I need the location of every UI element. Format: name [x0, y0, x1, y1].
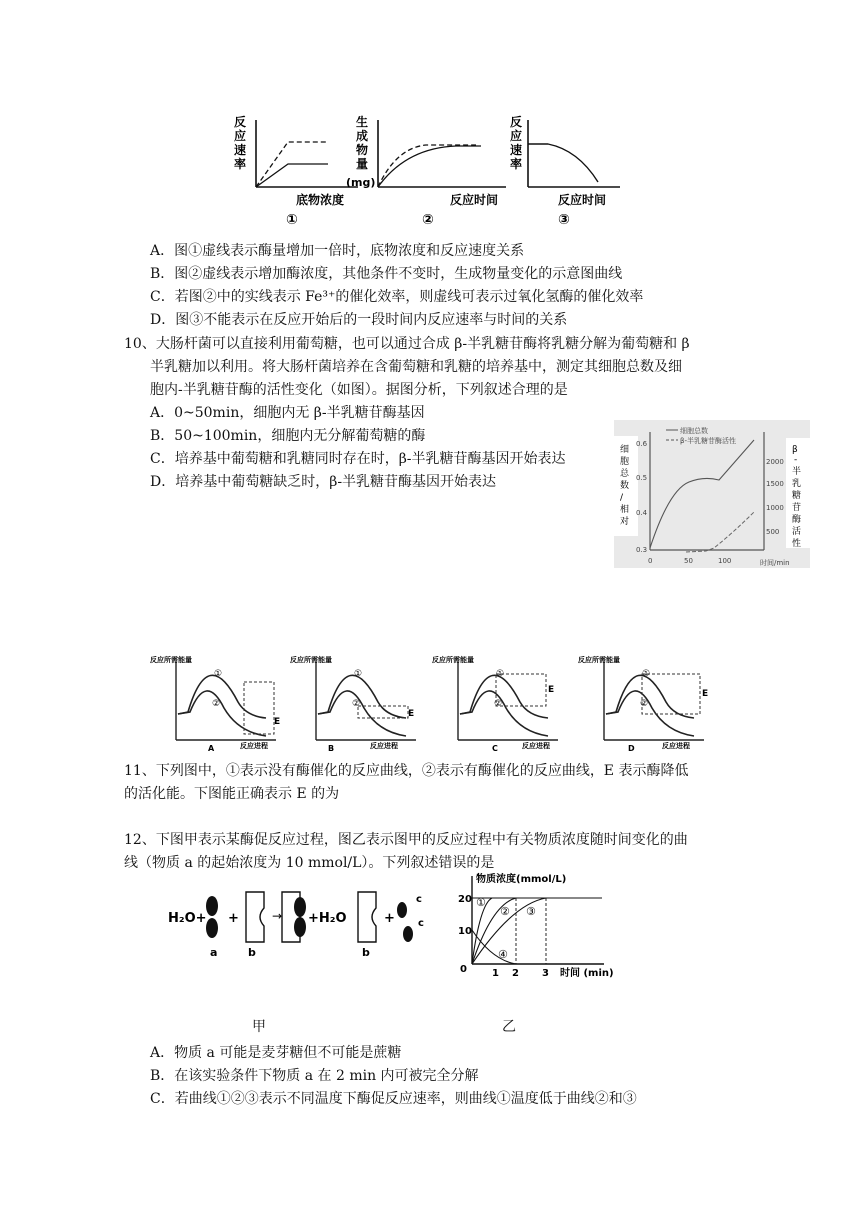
q11-panel-a-ylabel: 反应所需能量	[150, 656, 192, 664]
q11-panel-d-curve2: ②	[640, 699, 649, 709]
substrate-a-top	[206, 896, 218, 916]
q10-x-label: 时间/min	[760, 559, 790, 567]
q11-panel-d-curve1: ①	[642, 669, 651, 679]
fig3-ylabel-2: 应	[510, 129, 523, 143]
q12-plus-2: +	[384, 911, 395, 926]
q12-option-a: A．物质 a 可能是麦芽糖但不可能是蔗糖	[150, 1045, 402, 1061]
q11-panel-d-e: E	[702, 689, 709, 699]
fig3-ylabel-3: 速	[510, 143, 523, 157]
q12-caption-yi: 乙	[502, 1019, 516, 1035]
q12-y-tick-10: 10	[458, 926, 472, 937]
q11-panel-b-ylabel: 反应所需能量	[290, 656, 332, 664]
q12-label-b-2: b	[362, 946, 370, 959]
q10-right-tick-500: 500	[766, 528, 780, 536]
q10-right-label-4: 乳	[792, 479, 802, 489]
arrow-icon: →	[272, 909, 283, 923]
q11-panel-a-letter: A	[208, 744, 215, 753]
q11-panel-a-curve1: ①	[214, 669, 223, 679]
q12-stem-line2: 线（物质 a 的起始浓度为 10 mmol/L）。下列叙述错误的是	[124, 855, 495, 871]
fig3-ylabel-4: 率	[510, 157, 523, 171]
q12-label-a: a	[210, 946, 218, 959]
fig1-number: ①	[286, 212, 298, 228]
substrate-a-bottom	[206, 918, 218, 938]
q10-x-tick-100: 100	[718, 557, 732, 565]
q10-right-label-2: -	[794, 455, 798, 465]
q11-panel-b	[290, 655, 416, 753]
q10-right-label-7: 酶	[792, 515, 802, 525]
q12-x-tick-2: 2	[512, 968, 519, 979]
q10-x-tick-50: 50	[684, 557, 693, 565]
q12-chart-ylabel: 物质浓度(mmol/L)	[476, 874, 567, 885]
q11-panel-b-curve2: ②	[352, 699, 361, 709]
fig2-xlabel: 反应时间	[450, 193, 499, 207]
q10-option-a: A．0~50min，细胞内无 β-半乳糖苷酶基因	[150, 405, 425, 421]
q11-panel-d-xlabel: 反应进程	[662, 742, 690, 750]
q12-chart-xlabel: 时间 (min)	[560, 968, 614, 979]
q12-curve-label-4: ④	[498, 948, 508, 961]
q10-right-label-5: 糖	[792, 491, 802, 501]
fig2-ylabel-4: 量	[356, 157, 369, 171]
q10-left-label-7: 对	[620, 517, 630, 527]
q9-figure-3	[508, 112, 628, 230]
fig2-ylabel-3: 物	[356, 143, 369, 157]
q12-y-tick-20: 20	[458, 894, 472, 905]
q12-h2o-right: +H₂O	[308, 911, 347, 926]
q11-panel-c-curve1: ①	[496, 669, 505, 679]
q10-right-label-1: β	[792, 445, 798, 455]
q10-right-tick-1500: 1500	[766, 480, 784, 488]
q11-panel-b-e: E	[408, 709, 415, 719]
product-c-2	[403, 926, 413, 942]
enzyme-b-2	[358, 892, 376, 942]
q11-panel-a-curve2: ②	[212, 699, 221, 709]
q10-right-tick-1000: 1000	[766, 504, 784, 512]
q11-stem-line2: 的活化能。下图能正确表示 E 的为	[124, 786, 340, 802]
q12-chart-yi	[452, 868, 620, 980]
q10-left-label-1: 细	[620, 445, 630, 455]
q11-panel-a	[150, 655, 280, 753]
q12-x-tick-3: 3	[542, 968, 549, 979]
q12-y-tick-0: 0	[460, 964, 467, 975]
q11-panel-c-xlabel: 反应进程	[522, 742, 550, 750]
q10-right-tick-2000: 2000	[766, 458, 784, 466]
q11-panel-a-xlabel: 反应进程	[240, 742, 268, 750]
fig1-ylabel-1: 反	[234, 115, 247, 129]
q10-stem-line2: 半乳糖加以利用。将大肠杆菌培养在含葡萄糖和乳糖的培养基中，测定其细胞总数及细	[150, 359, 682, 375]
q11-panel-a-e: E	[274, 717, 281, 727]
q12-curve-label-2: ②	[500, 905, 510, 918]
q10-left-tick-0-4: 0.4	[636, 509, 648, 517]
q10-right-label-3: 半	[792, 467, 802, 477]
q12-diagram-jia	[166, 880, 436, 960]
q11-panel-d	[578, 655, 708, 753]
q12-h2o-left: H₂O+	[168, 911, 207, 926]
q11-panel-c	[432, 655, 558, 753]
q10-legend-cell-total: 细胞总数	[680, 427, 708, 435]
fig2-ylabel-2: 成	[356, 129, 369, 143]
q10-left-label-5: /	[620, 493, 624, 503]
q9-option-c: C．若图②中的实线表示 Fe³⁺的催化效率，则虚线可表示过氧化氢酶的催化效率	[150, 289, 644, 305]
q11-panel-d-ylabel: 反应所需能量	[578, 656, 620, 664]
q9-option-a: A．图①虚线表示酶量增加一倍时，底物浓度和反应速度关系	[150, 243, 525, 259]
q12-curve-label-1: ①	[476, 896, 486, 909]
q12-stem-line1: 12、下图甲表示某酶促反应过程，图乙表示图甲的反应过程中有关物质浓度随时间变化的曲	[124, 832, 688, 848]
product-c-1	[397, 902, 407, 918]
q11-panel-b-curve1: ①	[354, 669, 363, 679]
q10-left-tick-0-6: 0.6	[636, 440, 648, 448]
q11-panel-d-letter: D	[628, 744, 635, 753]
q10-option-b: B．50~100min，细胞内无分解葡萄糖的酶	[150, 428, 426, 444]
q10-left-label-6: 相	[620, 505, 630, 515]
q10-option-d: D．培养基中葡萄糖缺乏时，β-半乳糖苷酶基因开始表达	[150, 474, 497, 490]
fig1-xlabel: 底物浓度	[296, 193, 345, 207]
q10-left-label-3: 总	[620, 469, 630, 479]
q12-caption-jia: 甲	[252, 1019, 266, 1035]
q11-panel-c-e: E	[548, 685, 555, 695]
q9-figure-2	[346, 112, 516, 230]
q11-panels	[148, 652, 718, 754]
fig1-ylabel-3: 速	[234, 143, 247, 157]
fig1-ylabel-2: 应	[234, 129, 247, 143]
q10-right-label-8: 活	[792, 527, 802, 537]
q12-label-c-bottom: c	[418, 918, 424, 929]
fig3-xlabel: 反应时间	[558, 193, 607, 207]
q10-left-tick-0-3: 0.3	[636, 546, 648, 554]
q12-plus-1: +	[228, 911, 239, 926]
fig2-unit: (mg)	[346, 176, 376, 189]
enzyme-b-1	[246, 892, 264, 942]
q12-x-tick-1: 1	[492, 968, 499, 979]
q12-option-b: B．在该实验条件下物质 a 在 2 min 内可被完全分解	[150, 1068, 479, 1084]
q10-legend-enzyme-activity: β-半乳糖苷酶活性	[680, 437, 736, 445]
q11-panel-b-letter: B	[328, 744, 335, 753]
q12-option-c: C．若曲线①②③表示不同温度下酶促反应速率，则曲线①温度低于曲线②和③	[150, 1091, 637, 1107]
fig2-ylabel-1: 生	[356, 115, 369, 129]
fig3-ylabel-1: 反	[510, 115, 523, 129]
q10-left-tick-0-5: 0.5	[636, 474, 648, 482]
q11-stem-line1: 11、下列图中，①表示没有酶催化的反应曲线，②表示有酶催化的反应曲线，E 表示酶降低	[124, 763, 689, 779]
q10-stem-line1: 10、大肠杆菌可以直接利用葡萄糖，也可以通过合成 β-半乳糖苷酶将乳糖分解为葡萄糖和 β	[124, 336, 690, 352]
q10-option-c: C．培养基中葡萄糖和乳糖同时存在时，β-半乳糖苷酶基因开始表达	[150, 451, 566, 467]
q12-label-b-1: b	[248, 946, 256, 959]
q11-panel-c-curve2: ②	[494, 699, 503, 709]
fig2-number: ②	[422, 212, 434, 228]
q11-panel-c-letter: C	[492, 744, 498, 753]
q11-panel-c-ylabel: 反应所需能量	[432, 656, 474, 664]
q10-left-label-4: 数	[620, 481, 630, 491]
q12-label-c-top: c	[416, 894, 422, 905]
fig1-ylabel-4: 率	[234, 157, 247, 171]
q10-left-label-2: 胞	[620, 457, 630, 467]
q10-right-label-9: 性	[792, 539, 802, 549]
fig3-number: ③	[558, 212, 570, 228]
q11-panel-b-xlabel: 反应进程	[370, 742, 398, 750]
q10-stem-line3: 胞内-半乳糖苷酶的活性变化（如图）。据图分析，下列叙述合理的是	[150, 382, 568, 398]
q12-curve-label-3: ③	[526, 905, 536, 918]
q9-option-b: B．图②虚线表示增加酶浓度，其他条件不变时，生成物量变化的示意图曲线	[150, 266, 623, 282]
q10-right-label-6: 苷	[792, 503, 802, 513]
q9-option-d: D．图③不能表示在反应开始后的一段时间内反应速率与时间的关系	[150, 312, 568, 328]
q10-x-tick-0: 0	[648, 557, 653, 565]
q10-chart	[614, 420, 810, 568]
